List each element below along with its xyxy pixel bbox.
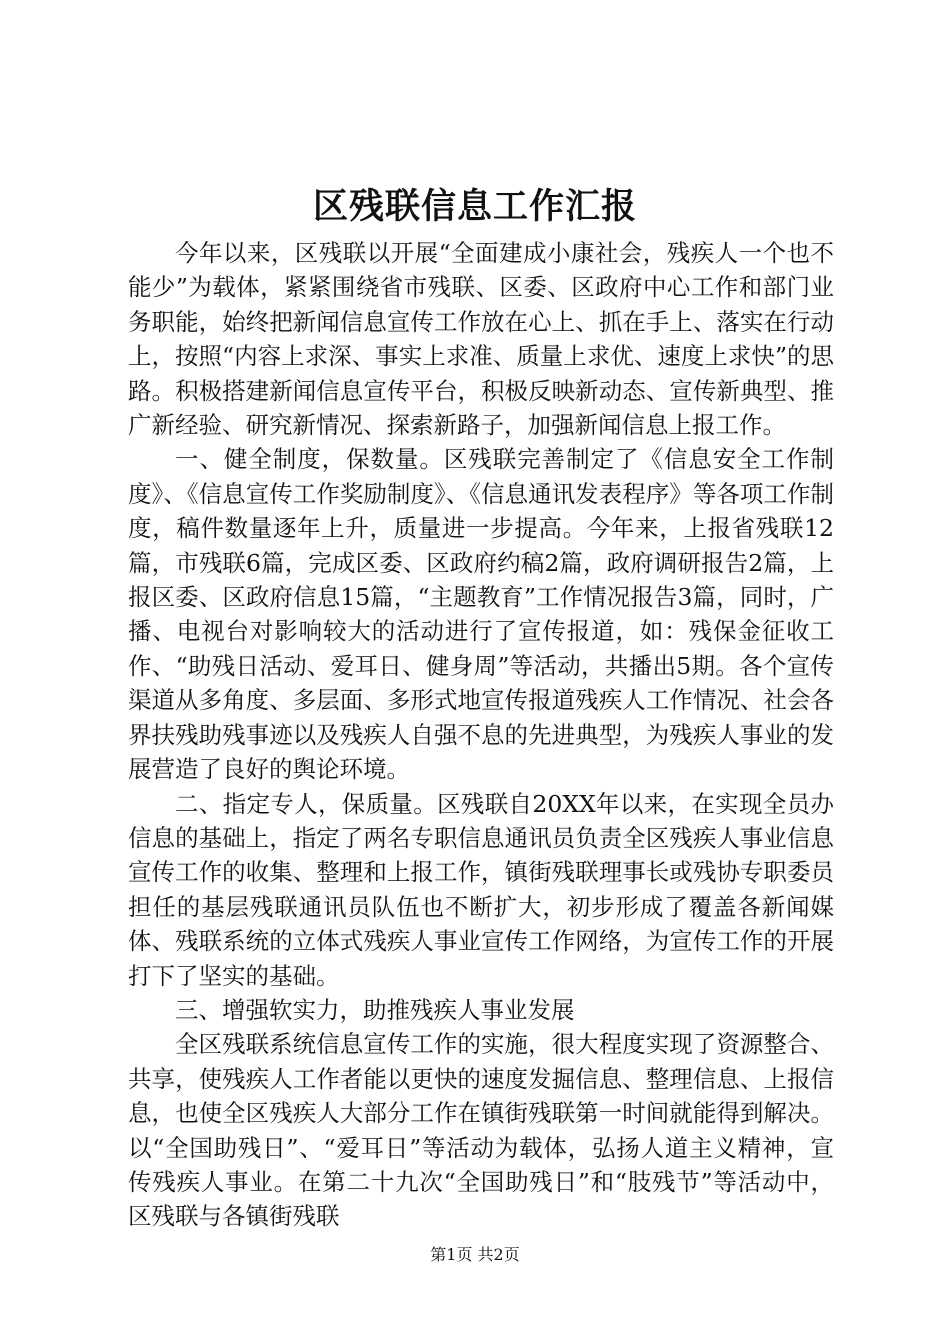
paragraph-intro: 今年以来，区残联以开展“全面建成小康社会，残疾人一个也不能少”为载体，紧紧围绕省市残联、区委、区政府中心工作和部门业务职能，始终把新闻信息宣传工作放在心上、抓在手上、落实在行动上，按照“内容上求深、事实上求准、质量上求优、速度上求快”的思路。积极搭建新闻信息宣传平台，积极反映新动态、宣传新典型、推广新经验、研究新情况、探索新路子，加强新闻信息上报工作。 [128,239,834,440]
document-body [128,236,834,1234]
paragraph-section-2: 二、指定专人，保质量。区残联自20XX年以来，在实现全员办信息的基础上，指定了两名专职信息通讯员负责全区残疾人事业信息宣传工作的收集、整理和上报工作，镇街残联理事长或残协专职委员担任的基层残联通讯员队伍也不断扩大，初步形成了覆盖各新闻媒体、残联系统的立体式残疾人事业宣传工作网络，为宣传工作的开展打下了坚实的基础。 [128,789,834,990]
paragraph-section-3-heading: 三、增强软实力，助推残疾人事业发展 [175,995,575,1024]
document-title: 区残联信息工作汇报 [312,186,637,227]
page-footer: 第1页 共2页 [430,1245,520,1264]
paragraph-section-3-body: 全区残联系统信息宣传工作的实施，很大程度实现了资源整合、共享，使残疾人工作者能以更快的速度发掘信息、整理信息、上报信息，也使全区残疾人大部分工作在镇街残联第一时间就能得到解决。以“全国助残日”、“爱耳日”等活动为载体，弘扬人道主义精神，宣传残疾人事业。在第二十九次“全国助残日”和“肢残节”等活动中，区残联与各镇街残联 [128,1030,834,1231]
paragraph-section-1: 一、健全制度，保数量。区残联完善制定了《信息安全工作制度》、《信息宣传工作奖励制度》、《信息通讯发表程序》等各项工作制度，稿件数量逐年上升，质量进一步提高。今年来，上报省残联12篇，市残联6篇，完成区委、区政府约稿2篇，政府调研报告2篇，上报区委、区政府信息15篇，“主题教育”工作情况报告3篇，同时，广播、电视台对影响较大的活动进行了宣传报道，如：残保金征收工作、“助残日活动、爱耳日、健身周”等活动，共播出5期。各个宣传渠道从多角度、多层面、多形式地宣传报道残疾人工作情况、社会各界扶残助残事迹以及残疾人自强不息的先进典型，为残疾人事业的发展营造了良好的舆论环境。 [128,445,834,784]
